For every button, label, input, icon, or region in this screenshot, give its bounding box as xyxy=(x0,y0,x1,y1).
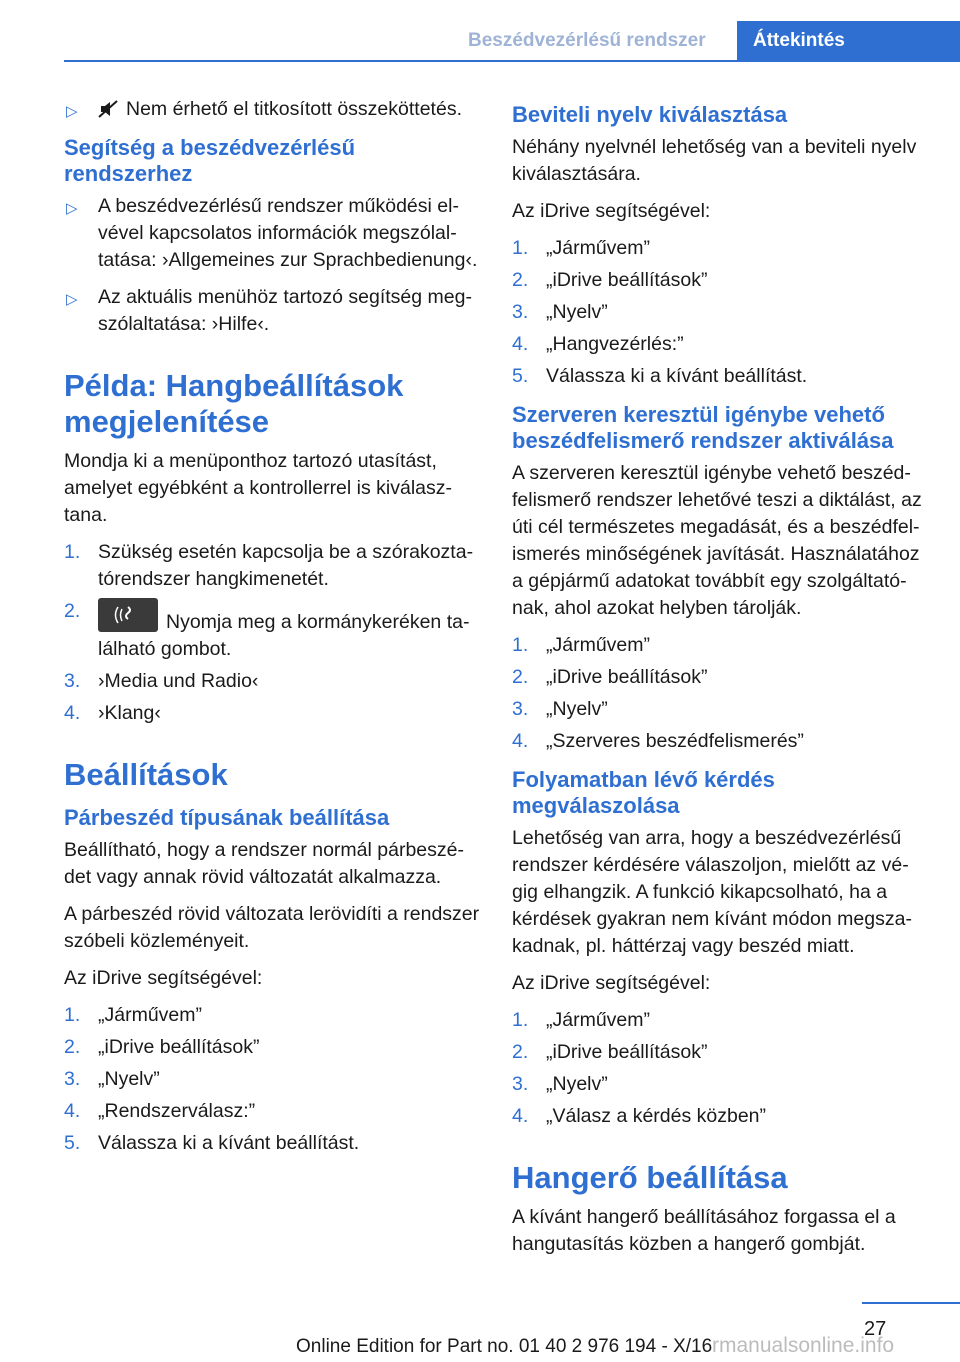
step-item xyxy=(64,668,484,695)
step-text: „Válasz a kérdés közben” xyxy=(546,1105,767,1127)
edition-text: Online Edition for Part no. 01 40 2 976 194 - X/16 xyxy=(296,1336,713,1357)
step-item xyxy=(512,1103,928,1130)
triangle-bullet-icon: ▷ xyxy=(66,103,78,120)
page-number: 27 xyxy=(864,1318,887,1340)
volume-paragraph: A kívánt hangerő beállításához forgassa el a hangutasítás közben a hangerő gombját. xyxy=(512,1206,896,1255)
step-number: 2. xyxy=(512,666,529,688)
step-number: 3. xyxy=(64,1068,81,1090)
step-text: „Nyelv” xyxy=(546,301,608,323)
step-number: 1. xyxy=(64,1004,81,1026)
step-number: 5. xyxy=(64,1132,81,1154)
volume-heading: Hangerő beállítása xyxy=(512,1160,788,1195)
dialog-paragraph: Az iDrive segítségével: xyxy=(64,967,263,989)
step-number: 1. xyxy=(512,1009,529,1031)
step-number: 4. xyxy=(512,730,529,752)
dialog-heading: Párbeszéd típusának beállítása xyxy=(64,805,390,830)
step-number: 5. xyxy=(512,365,529,387)
example-heading: Példa: Hangbeállítások megjelenítése xyxy=(64,368,404,439)
step-text: „Hangvezérlés:” xyxy=(546,333,684,355)
list-item xyxy=(64,96,484,123)
step-number: 4. xyxy=(512,333,529,355)
step-item xyxy=(512,267,928,294)
step-item xyxy=(512,299,928,326)
step-item xyxy=(64,1034,484,1061)
step-text: „Szerveres beszédfelismerés” xyxy=(546,730,804,752)
input-paragraph: Az iDrive segítségével: xyxy=(512,200,711,222)
step-text: „iDrive beállítások” xyxy=(546,269,708,291)
step-item xyxy=(64,700,484,727)
step-number: 1. xyxy=(512,237,529,259)
step-text: „Járművem” xyxy=(546,237,651,259)
step-item xyxy=(512,664,928,691)
step-text: „Járművem” xyxy=(546,634,651,656)
step-text: „iDrive beállítások” xyxy=(98,1036,260,1058)
chapter-tab: Áttekintés xyxy=(737,21,960,61)
step-text: „Nyelv” xyxy=(546,1073,608,1095)
step-text: ›Klang‹ xyxy=(98,702,161,724)
list-item-text: Az aktuális menühöz tartozó segítség megszólaltatása: ›Hilfe‹. xyxy=(98,286,472,335)
step-item xyxy=(512,363,928,390)
settings-heading: Beállítások xyxy=(64,757,228,792)
step-text: „iDrive beállítások” xyxy=(546,666,708,688)
step-text: „iDrive beállítások” xyxy=(546,1041,708,1063)
step-item xyxy=(512,728,928,755)
footer-rule xyxy=(862,1302,960,1304)
step-item xyxy=(512,632,928,659)
note-text: Nem érhető el titkosított összeköttetés. xyxy=(126,98,462,120)
step-number: 4. xyxy=(64,702,81,724)
step-item xyxy=(64,598,484,663)
dialog-steps xyxy=(64,1002,484,1157)
dialog-paragraph: Beállítható, hogy a rendszer normál párbeszédet vagy annak rövid változatát alkalmazza. xyxy=(64,839,464,888)
input-language-heading: Beviteli nyelv kiválasztása xyxy=(512,102,788,127)
input-paragraph: Néhány nyelvnél lehetőség van a beviteli nyelv kiválasztására. xyxy=(512,136,917,185)
input-steps xyxy=(512,235,928,390)
no-encryption-icon xyxy=(98,100,118,118)
step-text: Válassza ki a kívánt beállítást. xyxy=(546,365,808,387)
triangle-bullet-icon: ▷ xyxy=(66,291,78,308)
header-rule xyxy=(64,60,960,62)
step-text: „Nyelv” xyxy=(98,1068,160,1090)
section-title: Beszédvezérlésű rendszer xyxy=(468,30,706,51)
step-number: 1. xyxy=(512,634,529,656)
step-number: 2. xyxy=(512,269,529,291)
page-header xyxy=(0,0,960,62)
step-number: 4. xyxy=(512,1105,529,1127)
step-number: 1. xyxy=(64,541,81,563)
question-heading: Folyamatban lévő kérdés megválaszolása xyxy=(512,767,775,818)
step-text: ›Media und Radio‹ xyxy=(98,670,259,692)
example-intro: Mondja ki a menüponthoz tartozó utasítást, amelyet egyébként a kontrollerrel is kiválasztana. xyxy=(64,450,453,526)
step-text: Válassza ki a kívánt beállítást. xyxy=(98,1132,360,1154)
step-number: 2. xyxy=(64,1036,81,1058)
server-heading: Szerveren keresztül igénybe vehető beszédfelismerő rendszer aktiválása xyxy=(512,402,894,453)
step-number: 3. xyxy=(512,301,529,323)
right-column xyxy=(512,96,928,1268)
note-list xyxy=(64,96,484,123)
help-list xyxy=(64,193,484,338)
step-item xyxy=(512,1071,928,1098)
step-text: „Járművem” xyxy=(98,1004,203,1026)
step-item xyxy=(64,1098,484,1125)
step-text: Szükség esetén kapcsolja be a szórakoztatórendszer hangkimenetét. xyxy=(98,541,474,590)
server-steps xyxy=(512,632,928,755)
triangle-bullet-icon: ▷ xyxy=(66,200,78,217)
step-item xyxy=(512,235,928,262)
list-item xyxy=(64,193,484,274)
step-number: 3. xyxy=(512,1073,529,1095)
list-item xyxy=(64,284,484,338)
question-paragraph: Az iDrive segítségével: xyxy=(512,972,711,994)
step-item xyxy=(512,696,928,723)
step-item xyxy=(512,1007,928,1034)
server-paragraph: A szerveren keresztül igénybe vehető beszédfelismerő rendszer lehetővé teszi a diktálást, az úti cél természetes megadását, és a beszédfelismerés minőségének javítását. Használatához a gépjármű adatokat továbbít egy szolgáltatónak, ahol azokat helyben tárolják. xyxy=(512,462,922,619)
watermark: rmanualsonline.info xyxy=(712,1334,895,1357)
help-heading: Segítség a beszédvezérlésű rendszerhez xyxy=(64,135,356,186)
step-text: „Nyelv” xyxy=(546,698,608,720)
left-column xyxy=(64,96,484,1167)
step-number: 3. xyxy=(64,670,81,692)
list-item-text: A beszédvezérlésű rendszer működési elvével kapcsolatos információk megszólaltatása: ›Allgemeines zur Sprachbedienung‹. xyxy=(98,195,478,271)
question-paragraph: Lehetőség van arra, hogy a beszédvezérlésű rendszer kérdésére válaszoljon, mielőtt az végig elhangzik. A funkció kikapcsolható, ha a kérdések gyakran nem kívánt módon megszakadnak, pl. háttérzaj vagy beszéd miatt. xyxy=(512,827,912,957)
step-item xyxy=(64,1066,484,1093)
step-text: „Járművem” xyxy=(546,1009,651,1031)
step-number: 2. xyxy=(512,1041,529,1063)
step-item xyxy=(64,539,484,593)
dialog-paragraph: A párbeszéd rövid változata lerövidíti a rendszer szóbeli közleményeit. xyxy=(64,903,480,952)
example-steps xyxy=(64,539,484,727)
step-number: 4. xyxy=(64,1100,81,1122)
step-item xyxy=(64,1130,484,1157)
step-item xyxy=(512,1039,928,1066)
step-number: 2. xyxy=(64,600,81,622)
question-steps xyxy=(512,1007,928,1130)
step-text: Nyomja meg a kormánykeréken található gombot. xyxy=(98,611,470,660)
step-item xyxy=(512,331,928,358)
step-number: 3. xyxy=(512,698,529,720)
step-text: „Rendszerválasz:” xyxy=(98,1100,256,1122)
voice-button-icon xyxy=(98,598,158,632)
step-item xyxy=(64,1002,484,1029)
